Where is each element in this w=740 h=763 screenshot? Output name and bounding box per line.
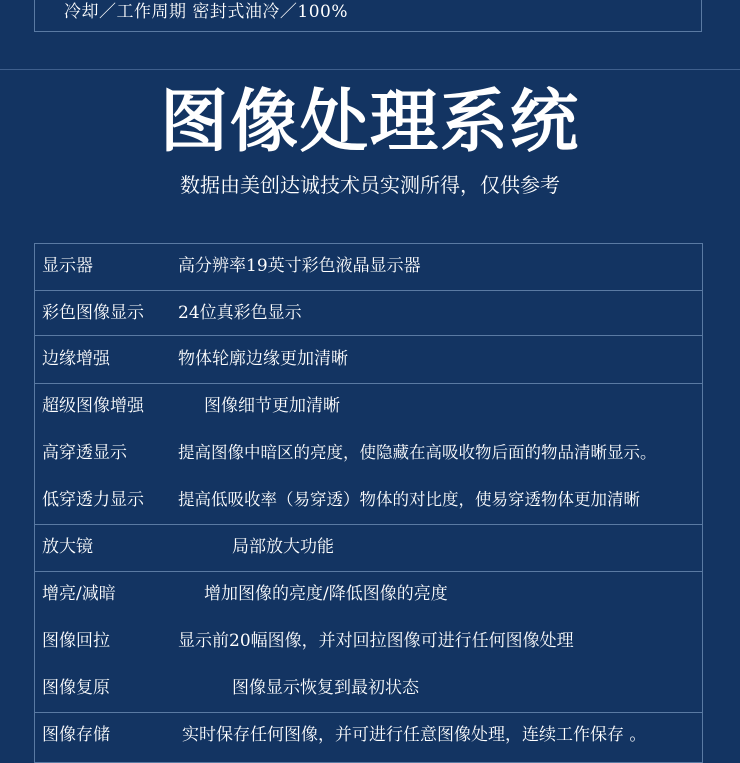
table-row bbox=[34, 477, 703, 523]
table-row bbox=[34, 290, 703, 336]
row-description: 高分辨率19英寸彩色液晶显示器 bbox=[178, 256, 421, 276]
page-title: 图像处理系统 bbox=[159, 83, 580, 162]
row-description: 显示前20幅图像，并对回拉图像可进行任何图像处理 bbox=[178, 631, 574, 651]
table-row bbox=[34, 430, 703, 476]
table-row bbox=[34, 571, 703, 617]
row-label: 低穿透力显示 bbox=[42, 490, 144, 510]
table-row bbox=[34, 336, 703, 382]
row-description: 增加图像的亮度/降低图像的亮度 bbox=[204, 584, 448, 604]
row-label: 图像存储 bbox=[42, 725, 110, 745]
row-label: 放大镜 bbox=[42, 537, 93, 557]
row-description: 局部放大功能 bbox=[232, 537, 334, 557]
row-label: 边缘增强 bbox=[42, 349, 110, 369]
table-row bbox=[34, 383, 703, 429]
row-label: 图像回拉 bbox=[42, 631, 110, 651]
row-description: 图像细节更加清晰 bbox=[204, 396, 340, 416]
page-subtitle: 数据由美创达诚技术员实测所得，仅供参考 bbox=[180, 173, 560, 197]
row-label: 显示器 bbox=[42, 256, 93, 276]
row-description: 实时保存任何图像，并可进行任意图像处理，连续工作保存 。 bbox=[182, 725, 647, 745]
row-label: 增亮/减暗 bbox=[42, 584, 116, 604]
row-label: 高穿透显示 bbox=[42, 443, 127, 463]
top-spec-text: 冷却／工作周期 密封式油冷／100% bbox=[64, 2, 349, 22]
table-row bbox=[34, 618, 703, 664]
table-row bbox=[34, 243, 703, 289]
row-label: 超级图像增强 bbox=[42, 396, 144, 416]
table-row bbox=[34, 712, 703, 758]
row-description: 提高低吸收率（易穿透）物体的对比度，使易穿透物体更加清晰 bbox=[178, 490, 640, 509]
row-description: 图像显示恢复到最初状态 bbox=[232, 678, 419, 698]
row-label: 图像复原 bbox=[42, 678, 110, 698]
row-description: 提高图像中暗区的亮度，使隐藏在高吸收物后面的物品清晰显示。 bbox=[178, 443, 657, 462]
table-row bbox=[34, 524, 703, 570]
row-description: 物体轮廓边缘更加清晰 bbox=[178, 349, 348, 369]
table-row bbox=[34, 665, 703, 711]
row-label: 彩色图像显示 bbox=[42, 303, 144, 323]
row-description: 24位真彩色显示 bbox=[178, 303, 302, 323]
section-divider bbox=[0, 69, 740, 70]
